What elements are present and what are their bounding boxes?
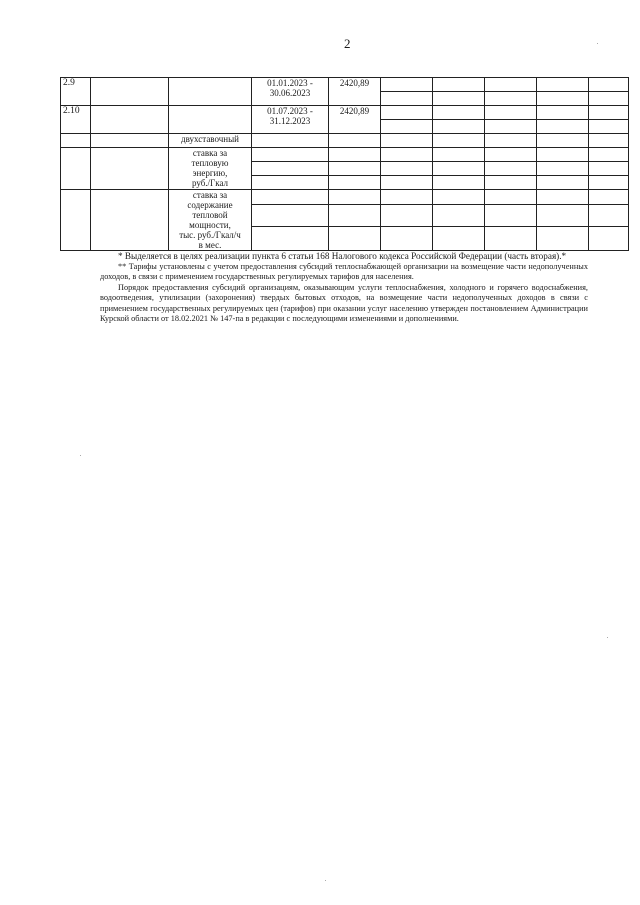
row-number: 2.9 — [61, 78, 91, 106]
period-start: 01.07.2023 - — [267, 106, 313, 116]
footnote-subsidy: ** Тарифы установлены с учетом предоставления субсидий теплоснабжающей организации на возмещение части недополученных доходов, в связи с применением государственных регулируемых тарифов для населения. — [100, 261, 588, 281]
scan-speck — [80, 455, 81, 456]
tariff-value: 2420,89 — [329, 106, 381, 134]
page-number: 2 — [344, 36, 351, 51]
energy-rate-label: ставка за тепловую энергию, руб./Гкал — [169, 148, 252, 190]
tariff-value: 2420,89 — [329, 78, 381, 106]
capacity-rate-label: ставка за содержание тепловой мощности, тыс. руб./Гкал/ч в мес. — [169, 190, 252, 251]
scan-speck — [607, 637, 608, 638]
scan-speck — [597, 43, 598, 44]
table-row — [61, 78, 629, 92]
subsidy-procedure-note: Порядок предоставления субсидий организациям, оказывающим услуги теплоснабжения, холодного и горячего водоснабжения, водоотведения, утилизации (захоронения) твердых бытовых отходов, на возмещение части недополученных доходов в связи с применением государственных регулируемых цен (тарифов) при оказании услуг населению утвержден постановлением Администрации Курской области от 18.02.2021 № 147-па в редакции с последующими изменениями и дополнениями. — [100, 282, 588, 323]
tariff-table — [60, 77, 629, 251]
period-start: 01.01.2023 - — [267, 78, 313, 88]
table-row — [61, 106, 629, 120]
two-part-tariff-label: двухставочный — [169, 134, 252, 148]
period-end: 31.12.2023 — [269, 116, 311, 126]
scan-speck — [325, 880, 326, 881]
period-cell — [252, 106, 329, 134]
row-number: 2.10 — [61, 106, 91, 134]
footnotes — [100, 251, 588, 325]
footnote-vat: * Выделяется в целях реализации пункта 6 статьи 168 Налогового кодекса Российской Федерации (часть вторая).* — [118, 251, 567, 261]
period-end: 30.06.2023 — [269, 88, 311, 98]
period-cell — [252, 78, 329, 106]
